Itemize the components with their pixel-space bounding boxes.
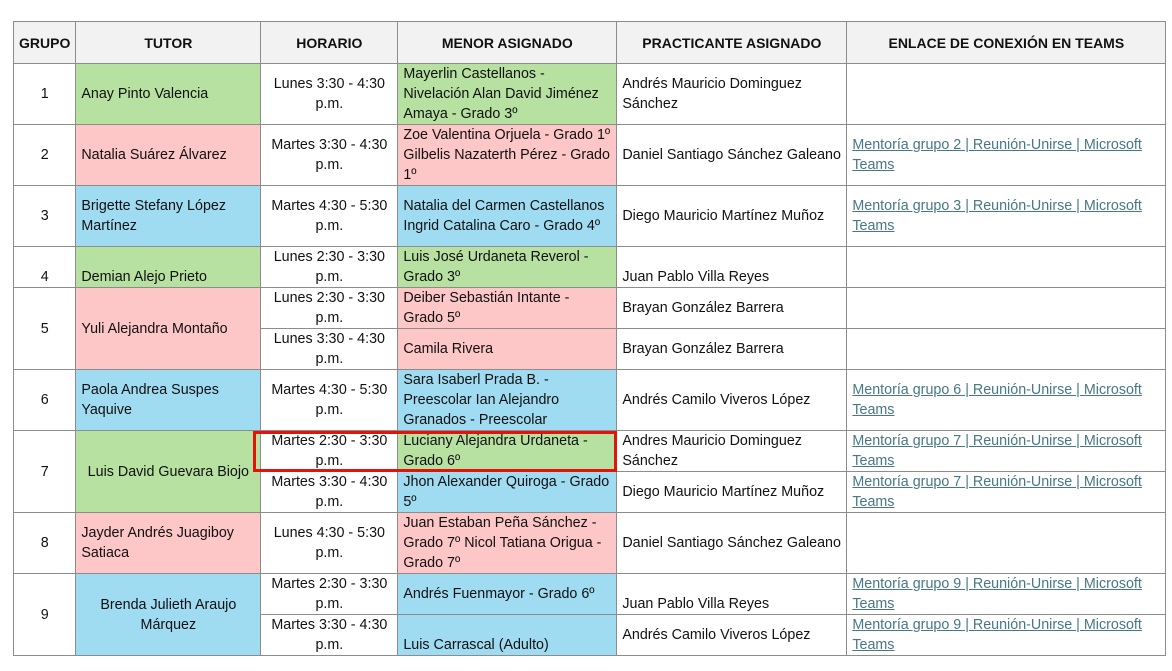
intern-cell: Andrés Camilo Viveros López bbox=[617, 370, 847, 431]
teams-meeting-link[interactable]: Mentoría grupo 3 | Reunión-Unirse | Microsoft Teams bbox=[852, 198, 1142, 234]
teams-link-cell bbox=[847, 472, 1166, 513]
group-number: 8 bbox=[14, 513, 76, 574]
teams-link-cell bbox=[847, 288, 1166, 329]
table-row bbox=[14, 125, 1166, 186]
tutor-cell: Brigette Stefany López Martínez bbox=[76, 186, 261, 247]
schedule-cell: Lunes 3:30 - 4:30 p.m. bbox=[261, 329, 398, 370]
teams-meeting-link[interactable]: Mentoría grupo 6 | Reunión-Unirse | Microsoft Teams bbox=[852, 382, 1142, 418]
student-cell: Sara Isaberl Prada B. - Preescolar Ian Alejandro Granados - Preescolar bbox=[398, 370, 617, 431]
intern-cell: Brayan González Barrera bbox=[617, 288, 847, 329]
teams-meeting-link[interactable]: Mentoría grupo 7 | Reunión-Unirse | Microsoft Teams bbox=[852, 474, 1142, 510]
table-row bbox=[14, 288, 1166, 329]
tutor-cell: Paola Andrea Suspes Yaquive bbox=[76, 370, 261, 431]
schedule-cell: Martes 4:30 - 5:30 p.m. bbox=[261, 370, 398, 431]
table-row bbox=[14, 513, 1166, 574]
student-cell: Luciany Alejandra Urdaneta - Grado 6º bbox=[398, 431, 617, 472]
tutor-cell: Demian Alejo Prieto bbox=[76, 247, 261, 288]
student-cell: Luis José Urdaneta Reverol - Grado 3º bbox=[398, 247, 617, 288]
table-row bbox=[14, 574, 1166, 615]
table-row bbox=[14, 370, 1166, 431]
tutor-cell: Natalia Suárez Álvarez bbox=[76, 125, 261, 186]
teams-link-cell bbox=[847, 513, 1166, 574]
schedule-cell: Lunes 2:30 - 3:30 p.m. bbox=[261, 247, 398, 288]
group-number: 2 bbox=[14, 125, 76, 186]
schedule-cell: Martes 3:30 - 4:30 p.m. bbox=[261, 615, 398, 656]
teams-link-cell bbox=[847, 125, 1166, 186]
teams-meeting-link[interactable]: Mentoría grupo 9 | Reunión-Unirse | Microsoft Teams bbox=[852, 617, 1142, 653]
student-cell: Mayerlin Castellanos - Nivelación Alan David Jiménez Amaya - Grado 3º bbox=[398, 64, 617, 125]
header-menor: MENOR ASIGNADO bbox=[398, 22, 617, 64]
schedule-cell: Martes 2:30 - 3:30 p.m. bbox=[261, 431, 398, 472]
student-cell: Juan Estaban Peña Sánchez - Grado 7º Nicol Tatiana Origua - Grado 7º bbox=[398, 513, 617, 574]
intern-cell: Juan Pablo Villa Reyes bbox=[617, 574, 847, 615]
table-row bbox=[14, 247, 1166, 288]
schedule-cell: Lunes 3:30 - 4:30 p.m. bbox=[261, 64, 398, 125]
student-cell: Andrés Fuenmayor - Grado 6º bbox=[398, 574, 617, 615]
teams-link-cell bbox=[847, 574, 1166, 615]
schedule-cell: Martes 2:30 - 3:30 p.m. bbox=[261, 574, 398, 615]
group-number: 4 bbox=[14, 247, 76, 288]
group-number: 5 bbox=[14, 288, 76, 370]
teams-link-cell bbox=[847, 186, 1166, 247]
intern-cell: Juan Pablo Villa Reyes bbox=[617, 247, 847, 288]
intern-cell: Diego Mauricio Martínez Muñoz bbox=[617, 472, 847, 513]
student-cell: Natalia del Carmen Castellanos Ingrid Catalina Caro - Grado 4º bbox=[398, 186, 617, 247]
teams-link-cell bbox=[847, 431, 1166, 472]
group-number: 1 bbox=[14, 64, 76, 125]
group-number: 3 bbox=[14, 186, 76, 247]
group-number: 9 bbox=[14, 574, 76, 656]
group-number: 7 bbox=[14, 431, 76, 513]
teams-link-cell bbox=[847, 64, 1166, 125]
table-row bbox=[14, 186, 1166, 247]
mentoring-schedule-table bbox=[13, 21, 1166, 656]
teams-link-cell bbox=[847, 329, 1166, 370]
header-practicante: PRACTICANTE ASIGNADO bbox=[617, 22, 847, 64]
intern-cell: Diego Mauricio Martínez Muñoz bbox=[617, 186, 847, 247]
student-cell: Zoe Valentina Orjuela - Grado 1º Gilbelis Nazaterth Pérez - Grado 1º bbox=[398, 125, 617, 186]
table-row bbox=[14, 64, 1166, 125]
table-row bbox=[14, 431, 1166, 472]
group-number: 6 bbox=[14, 370, 76, 431]
tutor-cell: Yuli Alejandra Montaño bbox=[76, 288, 261, 370]
schedule-cell: Martes 4:30 - 5:30 p.m. bbox=[261, 186, 398, 247]
schedule-cell: Lunes 4:30 - 5:30 p.m. bbox=[261, 513, 398, 574]
schedule-cell: Lunes 2:30 - 3:30 p.m. bbox=[261, 288, 398, 329]
header-enlace: ENLACE DE CONEXIÓN EN TEAMS bbox=[847, 22, 1166, 64]
header-horario: HORARIO bbox=[261, 22, 398, 64]
header-grupo: GRUPO bbox=[14, 22, 76, 64]
intern-cell: Brayan González Barrera bbox=[617, 329, 847, 370]
tutor-cell: Luis David Guevara Biojo bbox=[76, 431, 261, 513]
teams-link-cell bbox=[847, 247, 1166, 288]
tutor-cell: Brenda Julieth Araujo Márquez bbox=[76, 574, 261, 656]
intern-cell: Andrés Mauricio Dominguez Sánchez bbox=[617, 64, 847, 125]
student-cell: Deiber Sebastián Intante - Grado 5º bbox=[398, 288, 617, 329]
teams-meeting-link[interactable]: Mentoría grupo 9 | Reunión-Unirse | Microsoft Teams bbox=[852, 576, 1142, 612]
schedule-cell: Martes 3:30 - 4:30 p.m. bbox=[261, 125, 398, 186]
intern-cell: Andrés Camilo Viveros López bbox=[617, 615, 847, 656]
header-tutor: TUTOR bbox=[76, 22, 261, 64]
student-cell: Camila Rivera bbox=[398, 329, 617, 370]
teams-link-cell bbox=[847, 370, 1166, 431]
teams-link-cell bbox=[847, 615, 1166, 656]
intern-cell: Andres Mauricio Dominguez Sánchez bbox=[617, 431, 847, 472]
student-cell: Luis Carrascal (Adulto) bbox=[398, 615, 617, 656]
schedule-cell: Martes 3:30 - 4:30 p.m. bbox=[261, 472, 398, 513]
student-cell: Jhon Alexander Quiroga - Grado 5º bbox=[398, 472, 617, 513]
header-row bbox=[14, 22, 1166, 64]
teams-meeting-link[interactable]: Mentoría grupo 2 | Reunión-Unirse | Microsoft Teams bbox=[852, 137, 1142, 173]
tutor-cell: Jayder Andrés Juagiboy Satiaca bbox=[76, 513, 261, 574]
intern-cell: Daniel Santiago Sánchez Galeano bbox=[617, 513, 847, 574]
teams-meeting-link[interactable]: Mentoría grupo 7 | Reunión-Unirse | Microsoft Teams bbox=[852, 433, 1142, 469]
intern-cell: Daniel Santiago Sánchez Galeano bbox=[617, 125, 847, 186]
tutor-cell: Anay Pinto Valencia bbox=[76, 64, 261, 125]
